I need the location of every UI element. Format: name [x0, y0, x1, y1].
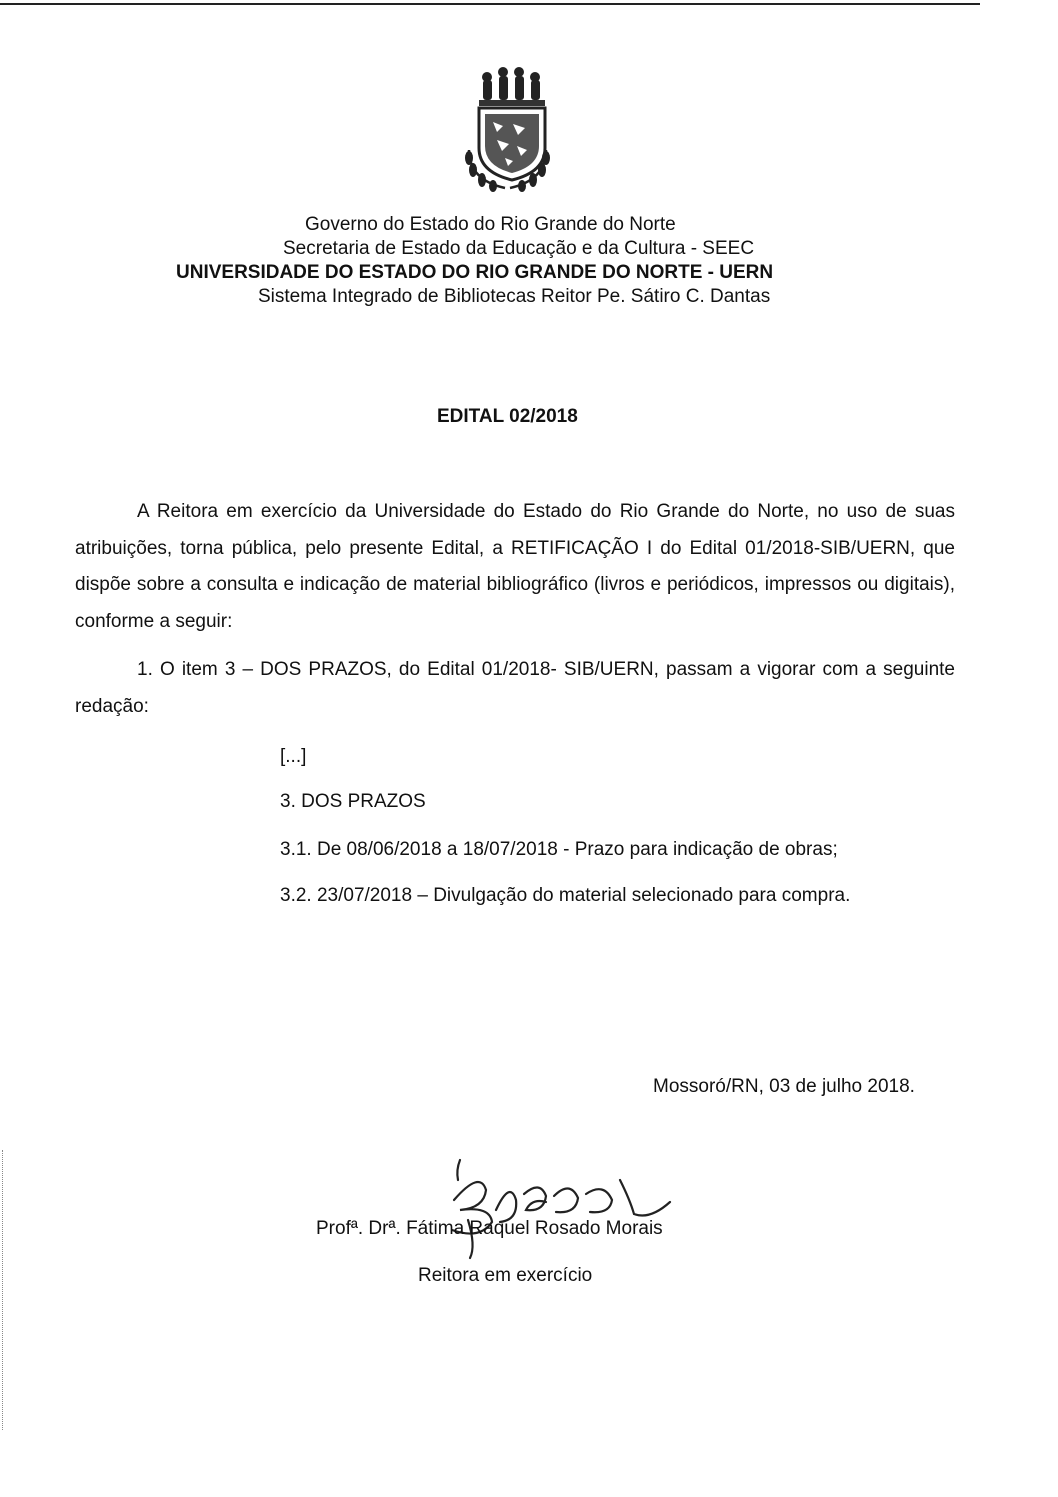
document-title: EDITAL 02/2018 — [437, 406, 578, 427]
header-university: UNIVERSIDADE DO ESTADO DO RIO GRANDE DO NORTE - UERN — [176, 262, 774, 283]
date-location: Mossoró/RN, 03 de julho 2018. — [653, 1076, 915, 1097]
page-top-rule — [0, 3, 980, 5]
quote-section-heading: 3. DOS PRAZOS — [280, 791, 426, 812]
quote-item-1: 3.1. De 08/06/2018 a 18/07/2018 - Prazo para indicação de obras; — [280, 839, 838, 860]
body-paragraph-1: A Reitora em exercício da Universidade do Estado do Rio Grande do Norte, no uso de suas atribuições, torna pública, pelo presente Edital, a RETIFICAÇÃO I do Edital 01/2018-SIB/UERN, que dispõe sobre a consulta e indicação de material bibliográfico (livros e periódicos, impressos ou digitais), conforme a seguir: — [75, 501, 955, 632]
body-paragraph-2: 1. O item 3 – DOS PRAZOS, do Edital 01/2018- SIB/UERN, passam a vigorar com a seguinte redação: — [75, 659, 955, 717]
quote-item-2: 3.2. 23/07/2018 – Divulgação do material selecionado para compra. — [280, 885, 851, 906]
header-secretariat: Secretaria de Estado da Educação e da Cultura - SEEC — [283, 238, 755, 259]
header-government: Governo do Estado do Rio Grande do Norte — [305, 214, 676, 235]
quote-ellipsis: [...] — [280, 746, 307, 767]
signer-name: Profª. Drª. Fátima Raquel Rosado Morais — [316, 1218, 663, 1239]
scan-edge-marks — [2, 1150, 7, 1430]
header-library-system: Sistema Integrado de Bibliotecas Reitor Pe. Sátiro C. Dantas — [258, 286, 771, 307]
university-crest-icon — [455, 50, 560, 195]
signer-role: Reitora em exercício — [418, 1265, 593, 1286]
handwritten-signature — [420, 1150, 680, 1260]
